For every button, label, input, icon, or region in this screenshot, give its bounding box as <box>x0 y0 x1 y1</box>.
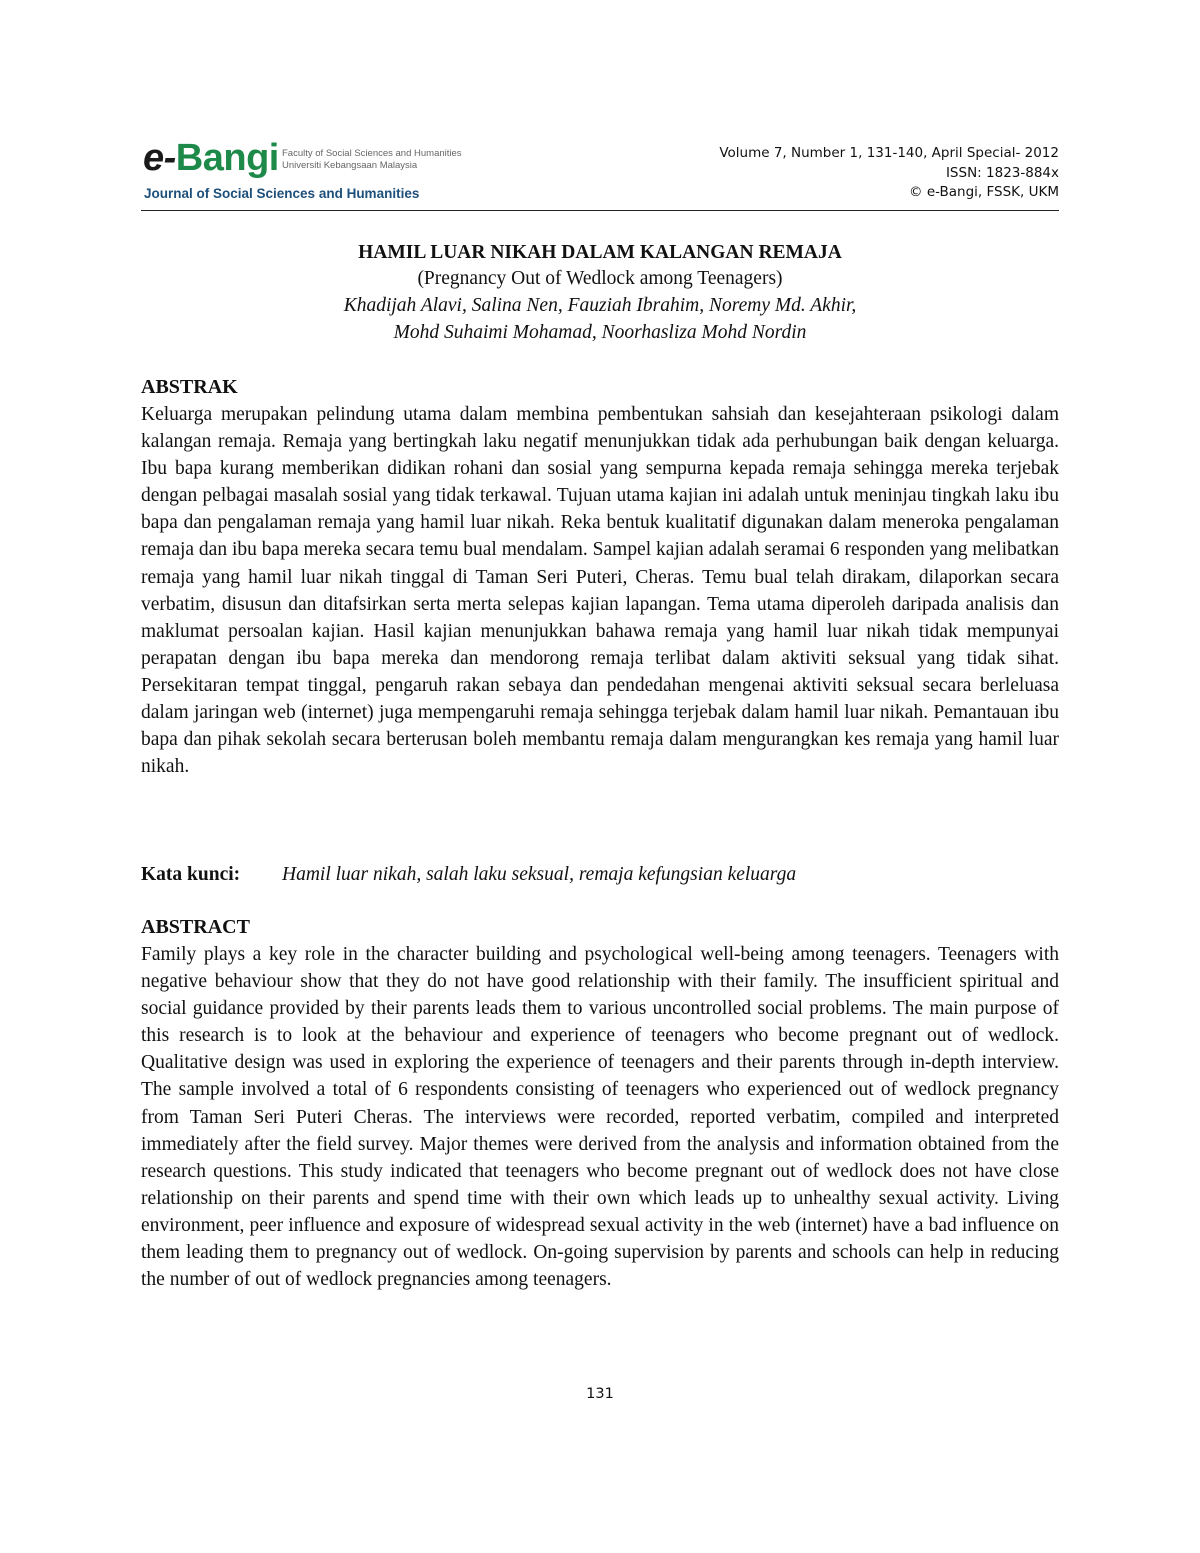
journal-header <box>141 138 1059 211</box>
abstract-heading: ABSTRACT <box>141 916 250 938</box>
journal-meta <box>719 144 1059 203</box>
faculty-name: Faculty of Social Sciences and Humanities <box>282 148 462 159</box>
abstract-text: Family plays a key role in the character building and psychological well-being among teenagers. Teenagers with negative behaviour show that they do not have good relationship with their family. The insufficient spiritual and social guidance provided by their parents leads them to various uncontrolled social problems. The main purpose of this research is to look at the behaviour and experience of teenagers who become pregnant out of wedlock. Qualitative design was used in exploring the experience of teenagers and their parents through in-depth interview. The sample involved a total of 6 respondents consisting of teenagers who experienced out of wedlock pregnancy from Taman Seri Puteri Cheras. The interviews were recorded, reported verbatim, compiled and interpreted immediately after the field survey. Major themes were derived from the analysis and information obtained from the research questions. This study indicated that teenagers who become pregnant out of wedlock does not have close relationship on their parents and spend time with their own which leads up to unhealthy sexual activity. Living environment, peer influence and exposure of widespread sexual activity in the web (internet) have a bad influence on them leading them to pregnancy out of wedlock. On-going supervision by parents and schools can help in reducing the number of out of wedlock pregnancies among teenagers. <box>141 944 1059 1291</box>
abstrak-heading: ABSTRAK <box>141 376 238 398</box>
logo-wordmark <box>143 136 279 180</box>
university-name: Universiti Kebangsaan Malaysia <box>282 160 418 171</box>
journal-logo <box>141 138 481 206</box>
logo-bangi: Bangi <box>175 137 279 179</box>
keywords-text: Hamil luar nikah, salah laku seksual, remaja kefungsian keluarga <box>282 864 797 885</box>
title-block <box>141 240 1059 346</box>
authors-line-2: Mohd Suhaimi Mohamad, Noorhasliza Mohd Nordin <box>393 322 807 343</box>
paper-title: HAMIL LUAR NIKAH DALAM KALANGAN REMAJA <box>358 242 842 263</box>
issn: ISSN: 1823-884x <box>945 164 1059 181</box>
abstract-section <box>141 914 1059 1293</box>
logo-e: e- <box>143 137 176 179</box>
volume-info: Volume 7, Number 1, 131-140, April Special- 2012 <box>719 145 1059 161</box>
abstrak-section <box>141 374 1059 780</box>
page-number: 131 <box>586 1386 614 1402</box>
paper-subtitle: (Pregnancy Out of Wedlock among Teenagers) <box>417 268 783 289</box>
authors-line-1: Khadijah Alavi, Salina Nen, Fauziah Ibrahim, Noremy Md. Akhir, <box>343 295 857 316</box>
copyright: © e-Bangi, FSSK, UKM <box>909 184 1059 200</box>
logo-faculty <box>282 148 462 172</box>
abstrak-text: Keluarga merupakan pelindung utama dalam membina pembentukan sahsiah dan kesejahteraan psikologi dalam kalangan remaja. Remaja yang bertingkah laku negatif menunjukkan tidak ada perhubungan baik dengan keluarga. Ibu bapa kurang memberikan didikan rohani dan sosial yang sempurna kepada remaja sehingga mereka terjebak dengan pelbagai masalah sosial yang tidak terkawal. Tujuan utama kajian ini adalah untuk meninjau tingkah laku ibu bapa dan pengalaman remaja yang hamil luar nikah. Reka bentuk kualitatif digunakan dalam meneroka pengalaman remaja dan ibu bapa mereka secara temu bual mendalam. Sampel kajian adalah seramai 6 responden yang melibatkan remaja yang hamil luar nikah tinggal di Taman Seri Puteri, Cheras. Temu bual telah dirakam, dilaporkan secara verbatim, disusun dan ditafsirkan serta merta selepas kajian lapangan. Tema utama diperoleh daripada analisis dan maklumat persoalan kajian. Hasil kajian menunjukkan bahawa remaja yang hamil luar nikah tidak mempunyai perapatan dengan ibu bapa mereka dan mendorong remaja terlibat dalam aktiviti seksual yang tidak sihat. Persekitaran tempat tinggal, pengaruh rakan sebaya dan pendedahan mengenai aktiviti seksual secara berleluasa dalam jaringan web (internet) juga mempengaruhi remaja sehingga terjebak dalam hamil luar nikah. Pemantauan ibu bapa dan pihak sekolah secara berterusan boleh membantu remaja dalam mengurangkan kes remaja yang hamil luar nikah. <box>141 404 1059 778</box>
keywords <box>141 861 1059 888</box>
journal-name: Journal of Social Sciences and Humanities <box>144 186 420 201</box>
keywords-label: Kata kunci: <box>141 864 241 885</box>
